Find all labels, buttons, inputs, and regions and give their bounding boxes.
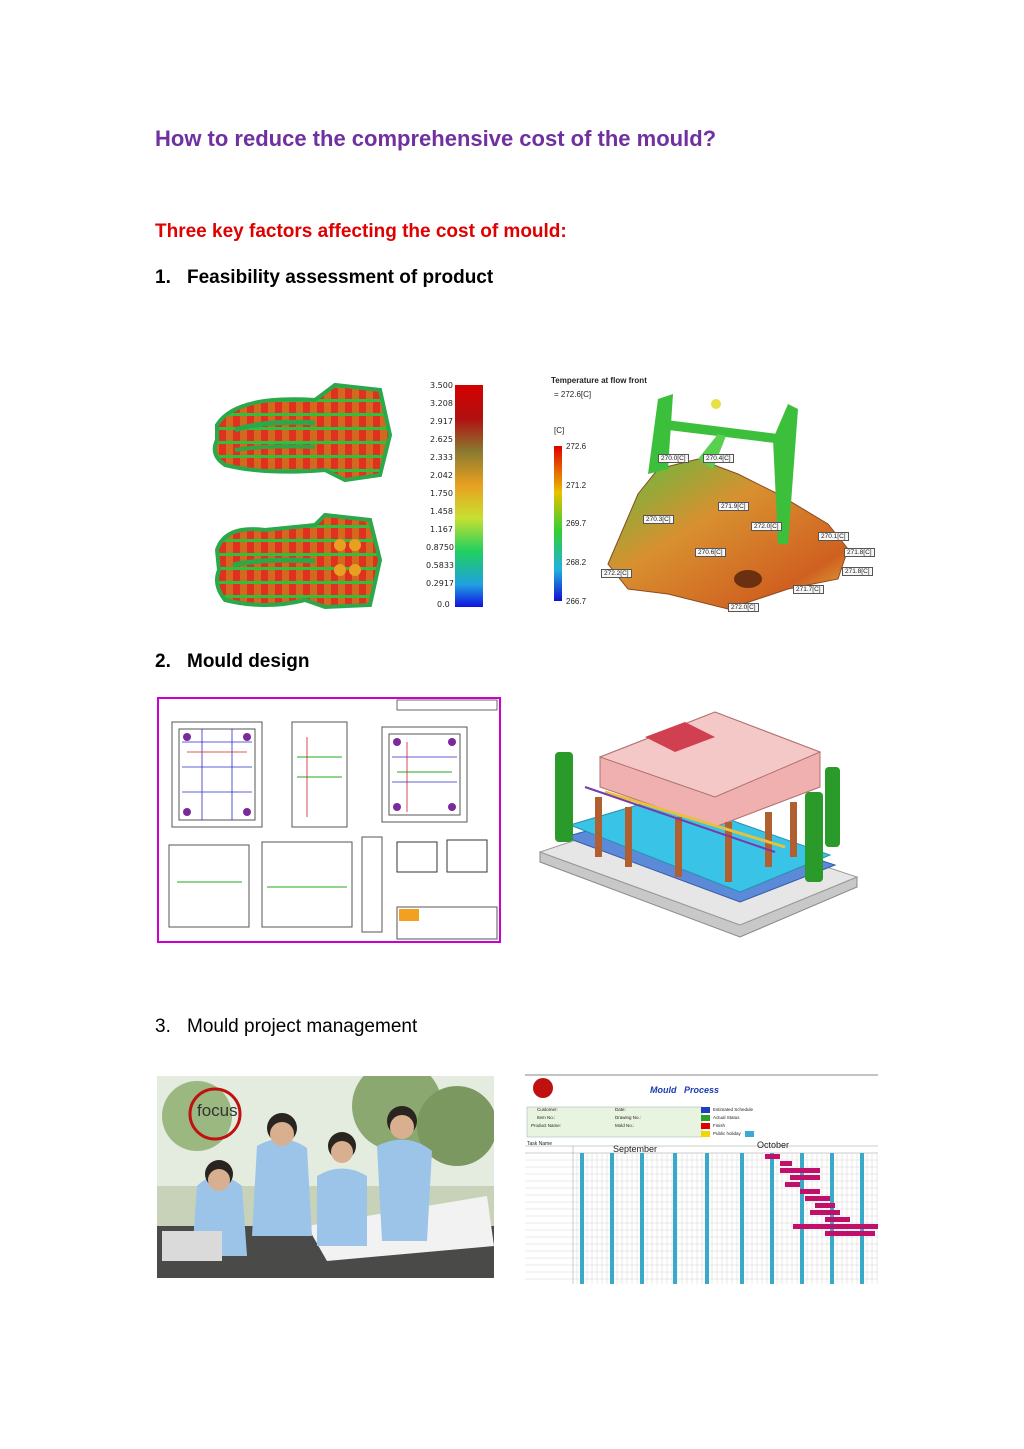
temp-point-label: 272.0[C]: [751, 522, 782, 531]
schedule-bar: [780, 1161, 792, 1166]
scale-label: 2.333: [430, 453, 453, 462]
legend-label: Public holiday: [713, 1131, 741, 1136]
gantt-field: Product Name:: [531, 1123, 562, 1128]
scale-label: 0.5833: [426, 561, 454, 570]
flow-analysis-figure: [205, 375, 495, 620]
weekend-column: [640, 1153, 644, 1284]
page-title: How to reduce the comprehensive cost of the mould?: [155, 126, 717, 151]
scale-label: 3.500: [430, 381, 453, 390]
temperature-plot-image: [548, 374, 898, 624]
scale-label: 2.917: [430, 417, 453, 426]
temp-point-label: 270.3[C]: [643, 515, 674, 524]
temp-scale-label: 268.2: [566, 558, 587, 567]
schedule-bar: [790, 1175, 820, 1180]
schedule-bar: [825, 1231, 875, 1236]
section-label: Mould project management: [187, 1016, 418, 1037]
scale-label: 2.042: [430, 471, 453, 480]
temp-scale-label: 266.7: [566, 597, 587, 606]
weekend-column: [705, 1153, 709, 1284]
mould-3d-render: [535, 697, 865, 945]
temperature-plot-figure: [548, 374, 898, 624]
temp-point-label: 270.4[C]: [703, 454, 734, 463]
temp-point-label: 271.8[C]: [842, 567, 873, 576]
weekend-column: [580, 1153, 584, 1284]
legend-label: Actual Status: [713, 1115, 740, 1120]
temp-point-label: 272.2[C]: [601, 569, 632, 578]
temp-point-label: 270.6[C]: [695, 548, 726, 557]
weekend-column: [673, 1153, 677, 1284]
section-number: 1.: [155, 267, 171, 288]
schedule-bar: [800, 1189, 820, 1194]
section-label: Mould design: [187, 651, 310, 672]
schedule-bar: [785, 1182, 800, 1187]
temp-point-label: 271.9[C]: [718, 502, 749, 511]
weekend-column: [770, 1153, 774, 1284]
gantt-task-header: Task Name: [527, 1141, 553, 1147]
temp-plot-title: Temperature at flow front: [551, 376, 647, 385]
temp-point-label: 272.0[C]: [728, 603, 759, 612]
schedule-bar: [810, 1210, 840, 1215]
scale-label: 0.8750: [426, 543, 454, 552]
gantt-field: Drawing No.:: [615, 1115, 642, 1120]
legend-label: Finish: [713, 1123, 726, 1128]
temp-point-label: 270.0[C]: [658, 454, 689, 463]
temp-scale-label: 271.2: [566, 481, 587, 490]
section-number: 2.: [155, 651, 171, 672]
temp-plot-unit: [C]: [554, 426, 565, 435]
schedule-bar: [793, 1224, 878, 1229]
scale-label: 2.625: [430, 435, 453, 444]
gantt-field: Item No.:: [537, 1115, 556, 1120]
section-number: 3.: [155, 1016, 171, 1037]
schedule-bar: [825, 1217, 850, 1222]
schedule-bar: [805, 1196, 830, 1201]
scale-label: 3.208: [430, 399, 453, 408]
cad-drawing-image: [157, 697, 501, 943]
temp-plot-value: = 272.6[C]: [554, 390, 592, 399]
temp-point-label: 271.8[C]: [844, 548, 875, 557]
gantt-field: Customer:: [537, 1107, 558, 1112]
process-gantt-image: [525, 1074, 878, 1284]
process-gantt-figure: [525, 1074, 878, 1284]
team-photo: [157, 1076, 494, 1278]
schedule-bar: [780, 1168, 820, 1173]
scale-label: 1.750: [430, 489, 453, 498]
schedule-bar: [815, 1203, 835, 1208]
section-heading-mould-design: [155, 651, 309, 673]
scale-label: 1.167: [430, 525, 453, 534]
section-subtitle: Three key factors affecting the cost of mould:: [155, 221, 567, 242]
section-label: Feasibility assessment of product: [187, 267, 494, 288]
temp-scale-label: 269.7: [566, 519, 587, 528]
gantt-field: Mold No.:: [615, 1123, 635, 1128]
mould-2d-drawing: [157, 697, 501, 943]
gantt-month-september: September: [613, 1144, 658, 1154]
focus-logo-text: focus: [197, 1101, 238, 1120]
mould-3d-image: [535, 697, 865, 945]
temp-point-label: 270.1[C]: [818, 532, 849, 541]
gantt-month-october: October: [757, 1140, 790, 1150]
scale-label: 0.2917: [426, 579, 454, 588]
weekend-column: [740, 1153, 744, 1284]
temp-point-label: 271.7[C]: [793, 585, 824, 594]
schedule-bar: [765, 1154, 780, 1159]
scale-label: 1.458: [430, 507, 453, 516]
weekend-column: [860, 1153, 864, 1284]
scale-label: 0.0: [437, 600, 450, 609]
temp-scale-label: 272.6: [566, 442, 587, 451]
legend-label: Estimated Schedule: [713, 1107, 754, 1112]
section-heading-project-management: [155, 1016, 417, 1038]
weekend-column: [610, 1153, 614, 1284]
section-heading-feasibility: [155, 267, 493, 289]
gantt-field: Date:: [615, 1107, 626, 1112]
gantt-title: Mould Process: [650, 1085, 720, 1095]
